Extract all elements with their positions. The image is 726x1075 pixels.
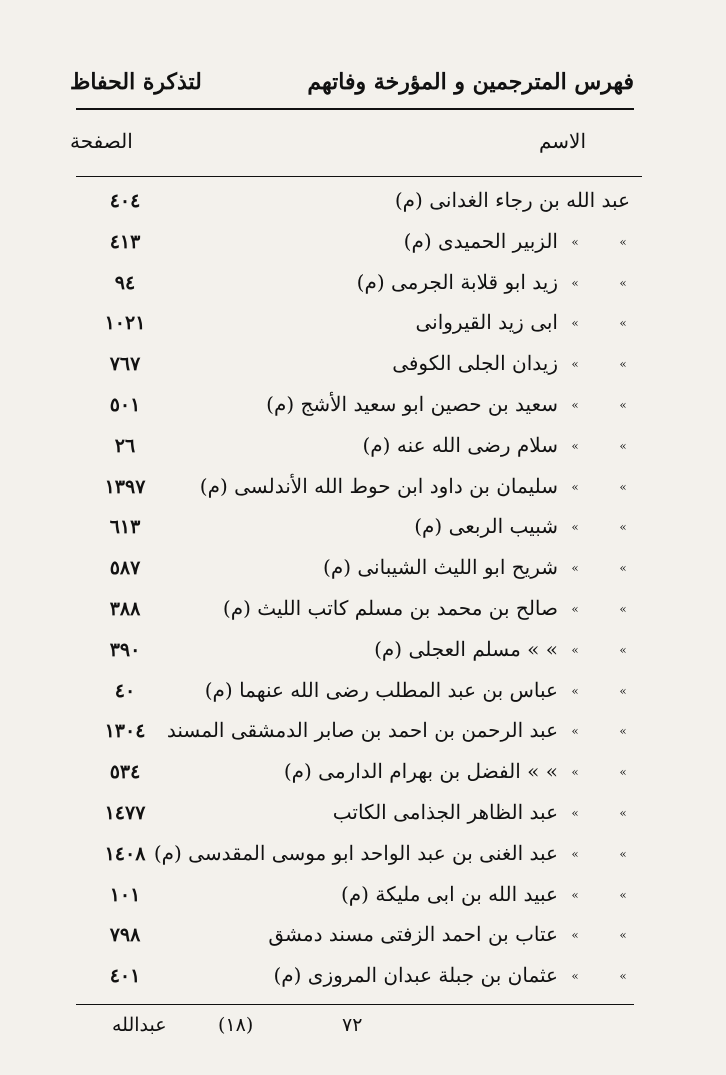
ditto-mark: » — [619, 642, 627, 657]
table-rule — [76, 176, 642, 177]
entry-name: عثمان بن جبلة عبدان المروزى (م) — [273, 963, 558, 988]
table-row — [70, 304, 630, 345]
ditto-mark: » — [571, 805, 579, 820]
table-row — [70, 345, 630, 386]
entry-page-number: ٣٩٠ — [109, 638, 141, 661]
entry-name: صالح بن محمد بن مسلم كاتب الليث (م) — [222, 595, 558, 620]
table-row — [70, 549, 630, 590]
footer-section-number: (١٨) — [218, 1014, 254, 1036]
ditto-mark: » — [571, 479, 579, 494]
table-row — [70, 876, 630, 917]
table-row — [70, 794, 630, 835]
ditto-mark: » — [571, 561, 579, 576]
entry-name: عبد الغنى بن عبد الواحد ابو موسى المقدسى (م) — [153, 840, 558, 865]
ditto-mark: » — [619, 479, 627, 494]
ditto-mark: » — [571, 275, 579, 290]
ditto-mark: » — [619, 438, 627, 453]
entry-page-number: ٥٨٧ — [109, 557, 141, 580]
ditto-mark: » — [619, 561, 627, 576]
header-title-right: فهرس المترجمين و المؤرخة وفاتهم — [307, 69, 634, 95]
entry-page-number: ٤٠٤ — [109, 190, 141, 212]
ditto-mark: » — [571, 438, 579, 453]
entry-name: عبد الرحمن بن احمد بن صابر الدمشقى المسند — [166, 718, 558, 743]
entry-name: سلام رضى الله عنه (م) — [362, 432, 558, 457]
ditto-mark: » — [619, 316, 627, 331]
table-row — [70, 916, 630, 957]
ditto-mark: » — [571, 846, 579, 861]
table-row — [70, 427, 630, 468]
ditto-mark: » — [571, 724, 579, 739]
entry-page-number: ١٣٩٧ — [104, 475, 146, 498]
table-row — [70, 835, 630, 876]
entry-page-number: ٩٤ — [114, 271, 136, 294]
table-row — [70, 712, 630, 753]
ditto-mark: » — [571, 969, 579, 984]
entry-name: الزبير الحميدى (م) — [403, 228, 558, 253]
entry-name: » » الفضل بن بهرام الدارمى (م) — [283, 759, 558, 784]
column-headings — [70, 124, 586, 158]
ditto-mark: » — [619, 234, 627, 249]
entry-name: سليمان بن داود ابن حوط الله الأندلسى (م) — [199, 473, 558, 498]
table-row — [70, 508, 630, 549]
entry-page-number: ١٠٢١ — [104, 312, 146, 335]
ditto-mark: » — [619, 765, 627, 780]
ditto-mark: » — [619, 805, 627, 820]
header-title-left: لتذكرة الحفاظ — [70, 69, 202, 95]
ditto-mark: » — [619, 601, 627, 616]
ditto-mark: » — [571, 316, 579, 331]
ditto-mark: » — [571, 683, 579, 698]
entry-page-number: ٦١٣ — [109, 516, 141, 539]
index-table — [70, 182, 630, 998]
ditto-mark: » — [619, 683, 627, 698]
header-rule — [76, 108, 634, 110]
ditto-mark: » — [571, 397, 579, 412]
ditto-mark: » — [571, 765, 579, 780]
entry-name: عبيد الله بن ابى مليكة (م) — [341, 881, 558, 906]
entry-name: زيد ابو قلابة الجرمى (م) — [356, 269, 558, 294]
entry-page-number: ١٣٠٤ — [104, 720, 146, 743]
ditto-mark: » — [619, 357, 627, 372]
entry-page-number: ٤٠١ — [109, 965, 141, 988]
table-row — [70, 753, 630, 794]
ditto-mark: » — [619, 887, 627, 902]
ditto-mark: » — [619, 275, 627, 290]
table-row — [70, 386, 630, 427]
entry-name: شبيب الربعى (م) — [414, 514, 558, 539]
ditto-mark: » — [571, 928, 579, 943]
entry-name: عبد الله بن رجاء الغدانى (م) — [394, 188, 630, 212]
table-row — [70, 957, 630, 998]
entry-name: عباس بن عبد المطلب رضى الله عنهما (م) — [204, 677, 558, 702]
entry-name: زيدان الجلى الكوفى — [392, 351, 558, 376]
entry-page-number: ٥٠١ — [109, 393, 141, 416]
ditto-mark: » — [619, 724, 627, 739]
entry-page-number: ١٤٧٧ — [104, 801, 146, 824]
entry-page-number: ٤١٣ — [109, 230, 141, 253]
page-footer — [100, 1014, 626, 1044]
ditto-mark: » — [619, 928, 627, 943]
entry-page-number: ٤٠ — [114, 679, 136, 702]
footer-rule — [76, 1004, 634, 1005]
entry-page-number: ٧٩٨ — [109, 924, 141, 947]
ditto-mark: » — [571, 357, 579, 372]
entry-page-number: ١٤٠٨ — [104, 842, 146, 865]
ditto-mark: » — [571, 234, 579, 249]
entry-name: عبد الظاهر الجذامى الكاتب — [332, 799, 558, 824]
ditto-mark: » — [619, 397, 627, 412]
table-row — [70, 223, 630, 264]
ditto-mark: » — [571, 887, 579, 902]
table-row — [70, 468, 630, 509]
entry-page-number: ١٠١ — [109, 883, 141, 906]
footer-page-number: ٧٢ — [342, 1014, 363, 1036]
running-header — [70, 62, 634, 102]
ditto-mark: » — [571, 520, 579, 535]
table-row — [70, 590, 630, 631]
entry-name: » » مسلم العجلى (م) — [374, 636, 558, 661]
ditto-mark: » — [619, 969, 627, 984]
ditto-mark: » — [619, 520, 627, 535]
table-row — [70, 631, 630, 672]
entry-page-number: ٧٦٧ — [109, 353, 141, 376]
ditto-mark: » — [619, 846, 627, 861]
table-row — [70, 182, 630, 223]
footer-catchword: عبدالله — [112, 1014, 167, 1036]
table-row — [70, 672, 630, 713]
table-row — [70, 264, 630, 305]
entry-name: عتاب بن احمد الزفتى مسند دمشق — [268, 922, 558, 947]
entry-name: سعيد بن حصين ابو سعيد الأشج (م) — [266, 391, 558, 416]
entry-page-number: ٥٣٤ — [109, 761, 141, 784]
entry-name: شريح ابو الليث الشيبانى (م) — [323, 555, 558, 580]
ditto-mark: » — [571, 642, 579, 657]
entry-page-number: ٣٨٨ — [109, 597, 141, 620]
entry-name: ابى زيد القيروانى — [415, 310, 558, 335]
entry-page-number: ٢٦ — [114, 434, 136, 457]
column-heading-page: الصفحة — [70, 129, 133, 153]
ditto-mark: » — [571, 601, 579, 616]
column-heading-name: الاسم — [538, 129, 586, 153]
